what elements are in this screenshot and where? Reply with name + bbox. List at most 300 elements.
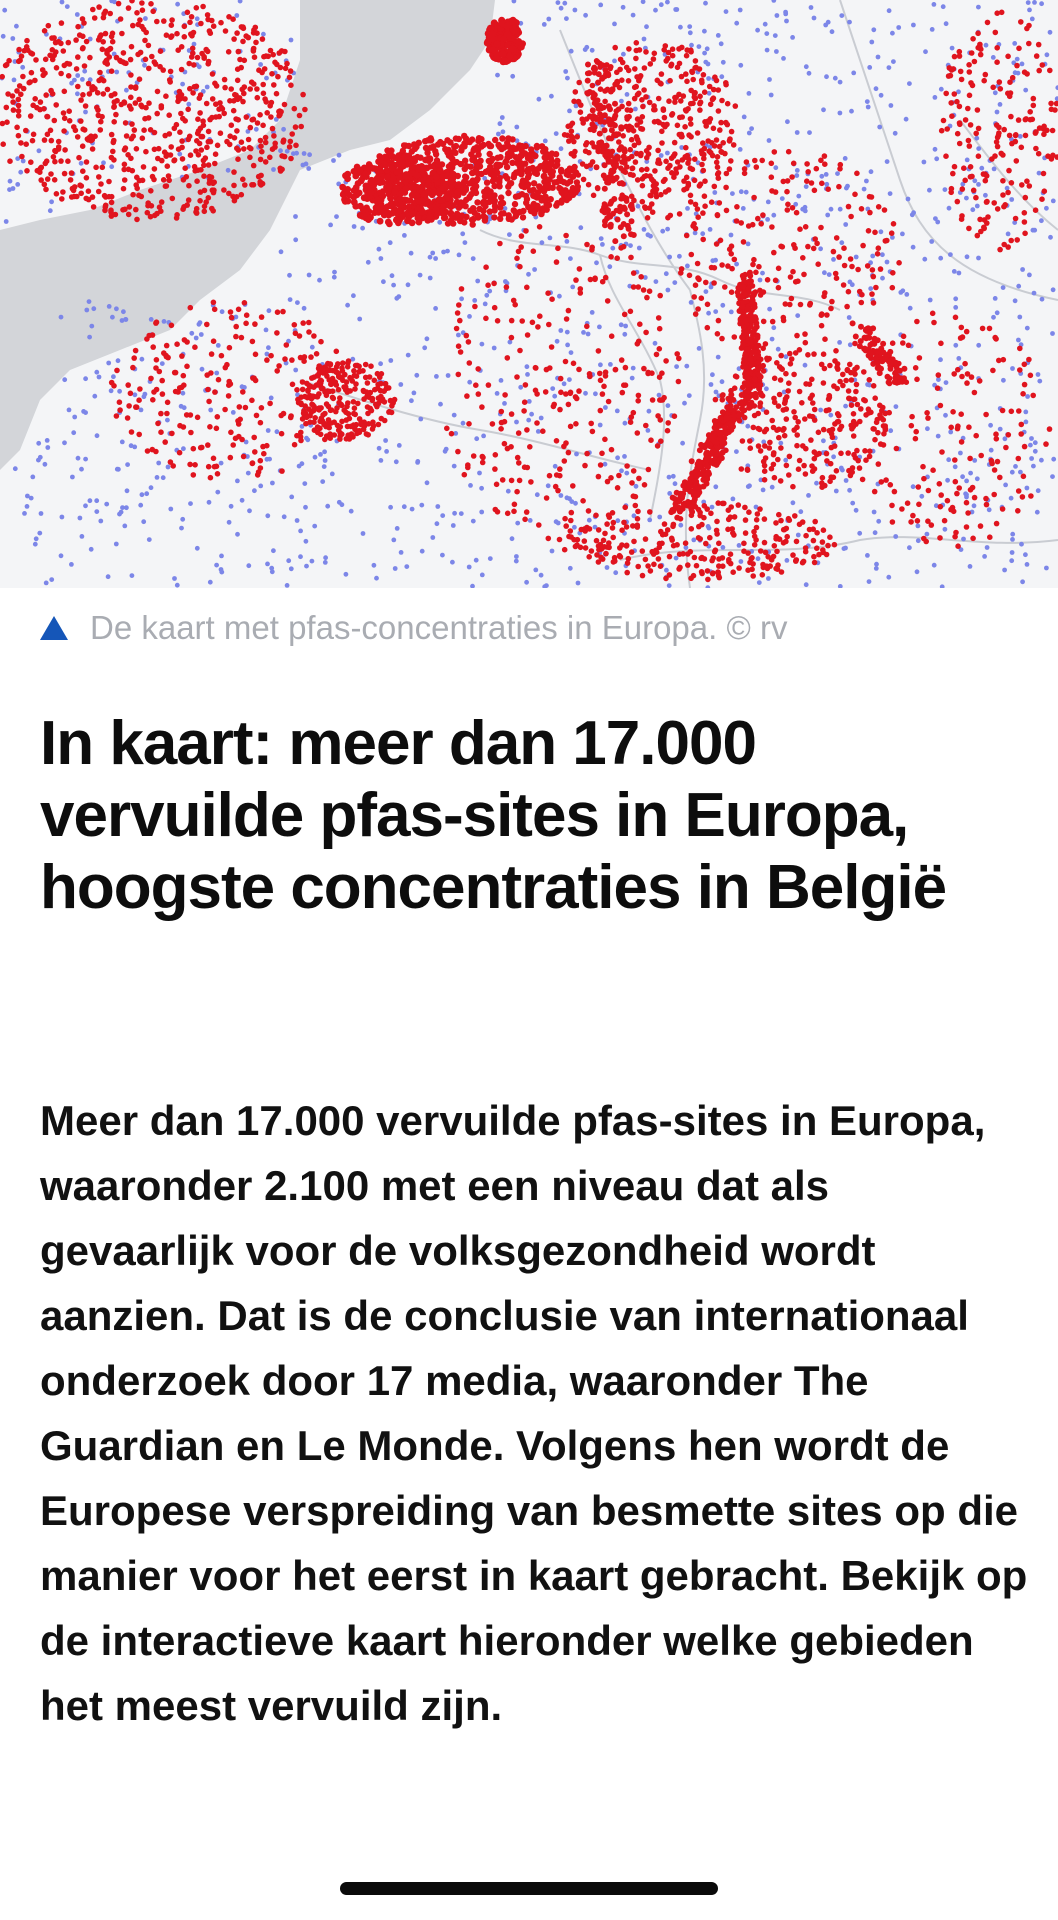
map-dot-contaminated bbox=[114, 413, 120, 419]
map-dot-contaminated bbox=[756, 264, 762, 270]
map-dot-contaminated bbox=[255, 120, 261, 126]
map-dot-presumed bbox=[279, 249, 284, 254]
map-dot-contaminated bbox=[491, 214, 497, 220]
map-dot-contaminated bbox=[811, 351, 817, 357]
map-dot-presumed bbox=[708, 227, 713, 232]
map-dot-presumed bbox=[821, 107, 826, 112]
map-dot-presumed bbox=[474, 436, 479, 441]
map-dot-contaminated bbox=[715, 212, 721, 218]
map-dot-presumed bbox=[289, 38, 294, 43]
map-dot-contaminated bbox=[782, 527, 788, 533]
map-dot-contaminated bbox=[860, 243, 866, 249]
map-dot-contaminated bbox=[213, 114, 219, 120]
map-dot-contaminated bbox=[389, 403, 395, 409]
map-dot-contaminated bbox=[328, 408, 334, 414]
map-dot-contaminated bbox=[631, 270, 637, 276]
map-dot-presumed bbox=[833, 76, 838, 81]
map-dot-contaminated bbox=[624, 463, 630, 469]
map-dot-contaminated bbox=[345, 198, 352, 205]
map-dot-presumed bbox=[83, 110, 88, 115]
map-dot-presumed bbox=[366, 260, 371, 265]
map-dot-contaminated bbox=[604, 521, 610, 527]
map-dot-contaminated bbox=[125, 415, 131, 421]
map-dot-contaminated bbox=[84, 175, 90, 181]
map-dot-contaminated bbox=[376, 395, 382, 401]
map-dot-presumed bbox=[925, 532, 930, 537]
map-dot-presumed bbox=[14, 24, 19, 29]
map-dot-contaminated bbox=[496, 163, 502, 169]
map-dot-presumed bbox=[911, 210, 916, 215]
map-dot-contaminated bbox=[262, 66, 268, 72]
map-dot-presumed bbox=[92, 394, 97, 399]
map-dot-presumed bbox=[760, 271, 765, 276]
map-dot-contaminated bbox=[189, 14, 195, 20]
map-dot-presumed bbox=[533, 568, 538, 573]
map-dot-presumed bbox=[603, 405, 608, 410]
map-dot-contaminated bbox=[355, 401, 361, 407]
map-dot-contaminated bbox=[132, 127, 138, 133]
map-dot-contaminated bbox=[160, 391, 166, 397]
map-dot-presumed bbox=[1036, 372, 1041, 377]
map-dot-contaminated bbox=[676, 92, 682, 98]
map-dot-presumed bbox=[950, 46, 955, 51]
map-dot-contaminated bbox=[376, 176, 383, 183]
map-dot-contaminated bbox=[136, 432, 142, 438]
map-dot-contaminated bbox=[110, 31, 116, 37]
map-dot-contaminated bbox=[827, 393, 833, 399]
map-dot-contaminated bbox=[166, 112, 172, 118]
map-dot-contaminated bbox=[209, 174, 215, 180]
pfas-map-image[interactable] bbox=[0, 0, 1058, 588]
map-dot-presumed bbox=[574, 452, 579, 457]
map-dot-contaminated bbox=[249, 79, 255, 85]
map-dot-contaminated bbox=[128, 95, 134, 101]
map-dot-contaminated bbox=[336, 387, 342, 393]
map-dot-contaminated bbox=[498, 426, 504, 432]
map-dot-contaminated bbox=[703, 541, 709, 547]
map-dot-contaminated bbox=[489, 31, 496, 38]
map-dot-contaminated bbox=[450, 220, 456, 226]
map-dot-contaminated bbox=[59, 20, 65, 26]
map-dot-contaminated bbox=[131, 355, 137, 361]
map-dot-presumed bbox=[337, 500, 342, 505]
map-dot-contaminated bbox=[444, 426, 450, 432]
map-dot-contaminated bbox=[209, 206, 215, 212]
map-dot-contaminated bbox=[184, 202, 190, 208]
map-dot-contaminated bbox=[414, 172, 421, 179]
map-dot-presumed bbox=[880, 276, 885, 281]
map-dot-presumed bbox=[83, 457, 88, 462]
map-dot-contaminated bbox=[40, 73, 46, 79]
map-dot-contaminated bbox=[165, 163, 171, 169]
map-dot-contaminated bbox=[61, 110, 67, 116]
map-dot-presumed bbox=[998, 102, 1003, 107]
map-dot-contaminated bbox=[653, 190, 659, 196]
map-dot-contaminated bbox=[279, 167, 285, 173]
map-dot-contaminated bbox=[90, 146, 96, 152]
map-dot-presumed bbox=[21, 159, 26, 164]
map-dot-presumed bbox=[219, 554, 224, 559]
map-dot-contaminated bbox=[805, 169, 811, 175]
map-dot-presumed bbox=[809, 5, 814, 10]
map-dot-contaminated bbox=[54, 65, 60, 71]
map-dot-contaminated bbox=[145, 200, 151, 206]
map-dot-contaminated bbox=[222, 85, 228, 91]
map-dot-presumed bbox=[930, 27, 935, 32]
map-dot-presumed bbox=[502, 401, 507, 406]
map-dot-presumed bbox=[430, 251, 435, 256]
map-dot-contaminated bbox=[672, 413, 678, 419]
map-dot-contaminated bbox=[463, 214, 469, 220]
map-dot-contaminated bbox=[834, 235, 840, 241]
map-dot-contaminated bbox=[466, 339, 472, 345]
map-dot-contaminated bbox=[719, 336, 725, 342]
map-dot-contaminated bbox=[128, 57, 134, 63]
map-dot-presumed bbox=[785, 558, 790, 563]
map-dot-contaminated bbox=[708, 511, 714, 517]
map-dot-contaminated bbox=[111, 383, 117, 389]
map-dot-contaminated bbox=[159, 103, 165, 109]
map-dot-contaminated bbox=[699, 162, 705, 168]
map-dot-contaminated bbox=[629, 549, 635, 555]
map-dot-presumed bbox=[953, 305, 958, 310]
map-dot-presumed bbox=[79, 161, 84, 166]
map-dot-presumed bbox=[45, 445, 50, 450]
map-dot-contaminated bbox=[558, 186, 564, 192]
map-dot-presumed bbox=[947, 206, 952, 211]
map-dot-contaminated bbox=[96, 113, 102, 119]
map-dot-contaminated bbox=[201, 173, 207, 179]
map-dot-contaminated bbox=[655, 119, 661, 125]
map-dot-contaminated bbox=[153, 365, 159, 371]
map-dot-contaminated bbox=[493, 41, 500, 48]
map-dot-contaminated bbox=[371, 423, 377, 429]
map-dot-presumed bbox=[162, 319, 167, 324]
map-dot-contaminated bbox=[192, 462, 198, 468]
map-dot-contaminated bbox=[456, 302, 462, 308]
map-dot-contaminated bbox=[52, 177, 58, 183]
map-dot-contaminated bbox=[512, 201, 518, 207]
map-dot-presumed bbox=[667, 583, 672, 588]
map-dot-contaminated bbox=[563, 359, 569, 365]
map-dot-presumed bbox=[446, 373, 451, 378]
map-dot-contaminated bbox=[635, 341, 641, 347]
map-dot-presumed bbox=[393, 566, 398, 571]
map-dot-presumed bbox=[125, 462, 130, 467]
map-dot-presumed bbox=[979, 166, 984, 171]
map-dot-contaminated bbox=[784, 189, 790, 195]
map-dot-presumed bbox=[607, 264, 612, 269]
map-dot-contaminated bbox=[821, 427, 827, 433]
map-dot-presumed bbox=[76, 456, 81, 461]
map-dot-contaminated bbox=[644, 155, 650, 161]
map-dot-contaminated bbox=[315, 394, 321, 400]
map-dot-contaminated bbox=[531, 180, 537, 186]
map-dot-presumed bbox=[935, 220, 940, 225]
map-dot-presumed bbox=[804, 184, 809, 189]
map-dot-contaminated bbox=[232, 92, 238, 98]
map-dot-contaminated bbox=[854, 382, 860, 388]
map-dot-presumed bbox=[544, 583, 549, 588]
map-dot-contaminated bbox=[565, 124, 571, 130]
map-dot-presumed bbox=[499, 378, 504, 383]
map-dot-contaminated bbox=[215, 414, 221, 420]
map-dot-contaminated bbox=[654, 352, 660, 358]
map-dot-contaminated bbox=[282, 102, 288, 108]
map-dot-presumed bbox=[680, 441, 685, 446]
map-dot-presumed bbox=[463, 240, 468, 245]
map-dot-presumed bbox=[418, 417, 423, 422]
map-dot-presumed bbox=[565, 330, 570, 335]
map-dot-contaminated bbox=[816, 451, 822, 457]
map-dot-presumed bbox=[741, 206, 746, 211]
map-dot-contaminated bbox=[624, 570, 630, 576]
map-dot-contaminated bbox=[840, 372, 846, 378]
map-dot-contaminated bbox=[576, 80, 582, 86]
map-dot-contaminated bbox=[365, 216, 372, 223]
map-dot-contaminated bbox=[534, 420, 540, 426]
map-dot-presumed bbox=[267, 308, 272, 313]
map-dot-contaminated bbox=[140, 135, 146, 141]
map-dot-presumed bbox=[761, 488, 766, 493]
map-dot-contaminated bbox=[656, 556, 662, 562]
map-dot-contaminated bbox=[54, 191, 60, 197]
map-dot-contaminated bbox=[661, 106, 667, 112]
map-dot-presumed bbox=[731, 497, 736, 502]
map-dot-contaminated bbox=[473, 382, 479, 388]
map-dot-presumed bbox=[713, 309, 718, 314]
map-dot-presumed bbox=[1016, 338, 1021, 343]
map-dot-contaminated bbox=[692, 90, 698, 96]
map-dot-presumed bbox=[687, 393, 692, 398]
map-dot-presumed bbox=[970, 207, 975, 212]
map-dot-contaminated bbox=[603, 551, 609, 557]
map-dot-presumed bbox=[404, 564, 409, 569]
map-dot-presumed bbox=[874, 86, 879, 91]
map-dot-contaminated bbox=[541, 173, 547, 179]
map-dot-contaminated bbox=[758, 400, 764, 406]
map-dot-contaminated bbox=[325, 388, 331, 394]
map-dot-contaminated bbox=[469, 170, 475, 176]
map-dot-presumed bbox=[771, 325, 776, 330]
map-dot-contaminated bbox=[230, 442, 236, 448]
map-dot-contaminated bbox=[23, 141, 29, 147]
map-dot-contaminated bbox=[743, 530, 749, 536]
map-dot-contaminated bbox=[386, 409, 392, 415]
map-dot-presumed bbox=[526, 418, 531, 423]
map-dot-contaminated bbox=[959, 213, 965, 219]
map-dot-contaminated bbox=[842, 263, 848, 269]
map-dot-contaminated bbox=[259, 405, 265, 411]
map-dot-contaminated bbox=[133, 207, 139, 213]
map-dot-presumed bbox=[1009, 558, 1014, 563]
map-dot-contaminated bbox=[782, 433, 788, 439]
map-dot-contaminated bbox=[626, 68, 632, 74]
map-dot-contaminated bbox=[482, 193, 488, 199]
map-dot-presumed bbox=[1010, 470, 1015, 475]
map-dot-contaminated bbox=[774, 360, 780, 366]
map-dot-contaminated bbox=[1014, 158, 1020, 164]
map-dot-contaminated bbox=[181, 373, 187, 379]
map-dot-contaminated bbox=[593, 513, 599, 519]
map-dot-contaminated bbox=[240, 24, 246, 30]
map-dot-contaminated bbox=[662, 115, 668, 121]
map-dot-presumed bbox=[888, 428, 893, 433]
map-dot-contaminated bbox=[820, 475, 826, 481]
map-dot-contaminated bbox=[150, 344, 156, 350]
map-dot-contaminated bbox=[484, 180, 490, 186]
map-dot-presumed bbox=[767, 77, 772, 82]
map-dot-presumed bbox=[471, 256, 476, 261]
map-dot-contaminated bbox=[424, 190, 431, 197]
map-dot-presumed bbox=[685, 264, 690, 269]
map-dot-contaminated bbox=[632, 143, 638, 149]
map-dot-contaminated bbox=[144, 336, 150, 342]
map-dot-contaminated bbox=[696, 277, 702, 283]
map-dot-contaminated bbox=[302, 107, 308, 113]
map-dot-presumed bbox=[487, 289, 492, 294]
map-dot-presumed bbox=[796, 533, 801, 538]
map-dot-contaminated bbox=[228, 86, 234, 92]
map-dot-contaminated bbox=[409, 211, 416, 218]
map-dot-contaminated bbox=[397, 196, 404, 203]
map-dot-contaminated bbox=[229, 122, 235, 128]
map-dot-contaminated bbox=[66, 73, 72, 79]
map-dot-presumed bbox=[39, 511, 44, 516]
map-dot-presumed bbox=[133, 392, 138, 397]
map-dot-contaminated bbox=[15, 97, 21, 103]
map-dot-contaminated bbox=[791, 409, 797, 415]
map-dot-contaminated bbox=[628, 255, 634, 261]
map-dot-contaminated bbox=[122, 162, 128, 168]
map-dot-contaminated bbox=[470, 147, 476, 153]
map-dot-contaminated bbox=[848, 214, 854, 220]
map-dot-contaminated bbox=[657, 293, 663, 299]
map-dot-contaminated bbox=[176, 146, 182, 152]
map-dot-contaminated bbox=[384, 385, 390, 391]
map-dot-presumed bbox=[140, 492, 145, 497]
map-dot-contaminated bbox=[614, 255, 620, 261]
map-dot-presumed bbox=[941, 4, 946, 9]
map-dot-contaminated bbox=[778, 518, 784, 524]
map-dot-contaminated bbox=[737, 418, 743, 424]
map-dot-contaminated bbox=[518, 244, 524, 250]
map-dot-presumed bbox=[612, 22, 617, 27]
map-dot-contaminated bbox=[258, 157, 264, 163]
map-dot-contaminated bbox=[204, 101, 210, 107]
map-dot-presumed bbox=[49, 199, 54, 204]
map-dot-presumed bbox=[510, 74, 515, 79]
map-dot-contaminated bbox=[590, 429, 596, 435]
map-dot-presumed bbox=[992, 167, 997, 172]
map-dot-contaminated bbox=[103, 9, 109, 15]
map-dot-contaminated bbox=[769, 174, 775, 180]
map-dot-presumed bbox=[419, 503, 424, 508]
map-dot-contaminated bbox=[226, 49, 232, 55]
map-dot-contaminated bbox=[212, 81, 218, 87]
map-dot-contaminated bbox=[831, 249, 837, 255]
map-dot-contaminated bbox=[878, 266, 884, 272]
map-dot-contaminated bbox=[644, 295, 650, 301]
map-dot-contaminated bbox=[822, 366, 828, 372]
map-dot-contaminated bbox=[787, 302, 793, 308]
map-dot-presumed bbox=[252, 488, 257, 493]
map-dot-contaminated bbox=[267, 401, 273, 407]
map-dot-presumed bbox=[894, 404, 899, 409]
map-dot-presumed bbox=[555, 339, 560, 344]
map-dot-contaminated bbox=[480, 454, 486, 460]
map-dot-presumed bbox=[720, 379, 725, 384]
map-dot-presumed bbox=[563, 69, 568, 74]
map-dot-contaminated bbox=[774, 427, 780, 433]
map-dot-contaminated bbox=[337, 436, 343, 442]
map-dot-presumed bbox=[963, 491, 968, 496]
map-dot-presumed bbox=[857, 531, 862, 536]
map-dot-contaminated bbox=[688, 576, 694, 582]
map-dot-contaminated bbox=[527, 444, 533, 450]
map-dot-contaminated bbox=[272, 60, 278, 66]
map-dot-contaminated bbox=[753, 270, 759, 276]
map-dot-contaminated bbox=[382, 154, 389, 161]
map-dot-contaminated bbox=[663, 358, 669, 364]
map-dot-contaminated bbox=[142, 38, 148, 44]
map-dot-contaminated bbox=[166, 178, 172, 184]
map-dot-contaminated bbox=[179, 67, 185, 73]
map-dot-contaminated bbox=[635, 116, 641, 122]
map-dot-presumed bbox=[738, 63, 743, 68]
map-dot-contaminated bbox=[720, 563, 726, 569]
map-dot-contaminated bbox=[235, 117, 241, 123]
map-dot-contaminated bbox=[98, 76, 104, 82]
map-dot-presumed bbox=[395, 526, 400, 531]
map-dot-contaminated bbox=[221, 111, 227, 117]
map-dot-contaminated bbox=[198, 126, 204, 132]
map-dot-presumed bbox=[1003, 436, 1008, 441]
map-dot-presumed bbox=[1039, 218, 1044, 223]
map-dot-contaminated bbox=[528, 208, 534, 214]
map-dot-contaminated bbox=[890, 270, 896, 276]
map-dot-contaminated bbox=[148, 214, 154, 220]
map-dot-contaminated bbox=[586, 508, 592, 514]
map-dot-presumed bbox=[1029, 436, 1034, 441]
map-dot-contaminated bbox=[114, 368, 120, 374]
map-dot-contaminated bbox=[357, 167, 364, 174]
map-dot-contaminated bbox=[195, 116, 201, 122]
map-dot-contaminated bbox=[182, 165, 188, 171]
map-dot-contaminated bbox=[584, 140, 590, 146]
map-dot-contaminated bbox=[632, 96, 638, 102]
map-dot-contaminated bbox=[458, 349, 464, 355]
map-dot-contaminated bbox=[647, 288, 653, 294]
map-dot-presumed bbox=[298, 529, 303, 534]
map-dot-contaminated bbox=[635, 430, 641, 436]
map-dot-contaminated bbox=[779, 366, 785, 372]
map-dot-contaminated bbox=[451, 143, 457, 149]
map-dot-contaminated bbox=[210, 96, 216, 102]
map-dot-presumed bbox=[653, 8, 658, 13]
map-dot-contaminated bbox=[502, 419, 508, 425]
map-dot-contaminated bbox=[258, 173, 264, 179]
map-dot-contaminated bbox=[454, 326, 460, 332]
map-dot-contaminated bbox=[251, 27, 257, 33]
map-dot-contaminated bbox=[798, 302, 804, 308]
map-dot-contaminated bbox=[627, 147, 633, 153]
map-dot-contaminated bbox=[701, 152, 707, 158]
map-dot-presumed bbox=[1050, 331, 1055, 336]
map-dot-contaminated bbox=[77, 182, 83, 188]
map-dot-presumed bbox=[889, 103, 894, 108]
map-dot-contaminated bbox=[669, 62, 675, 68]
